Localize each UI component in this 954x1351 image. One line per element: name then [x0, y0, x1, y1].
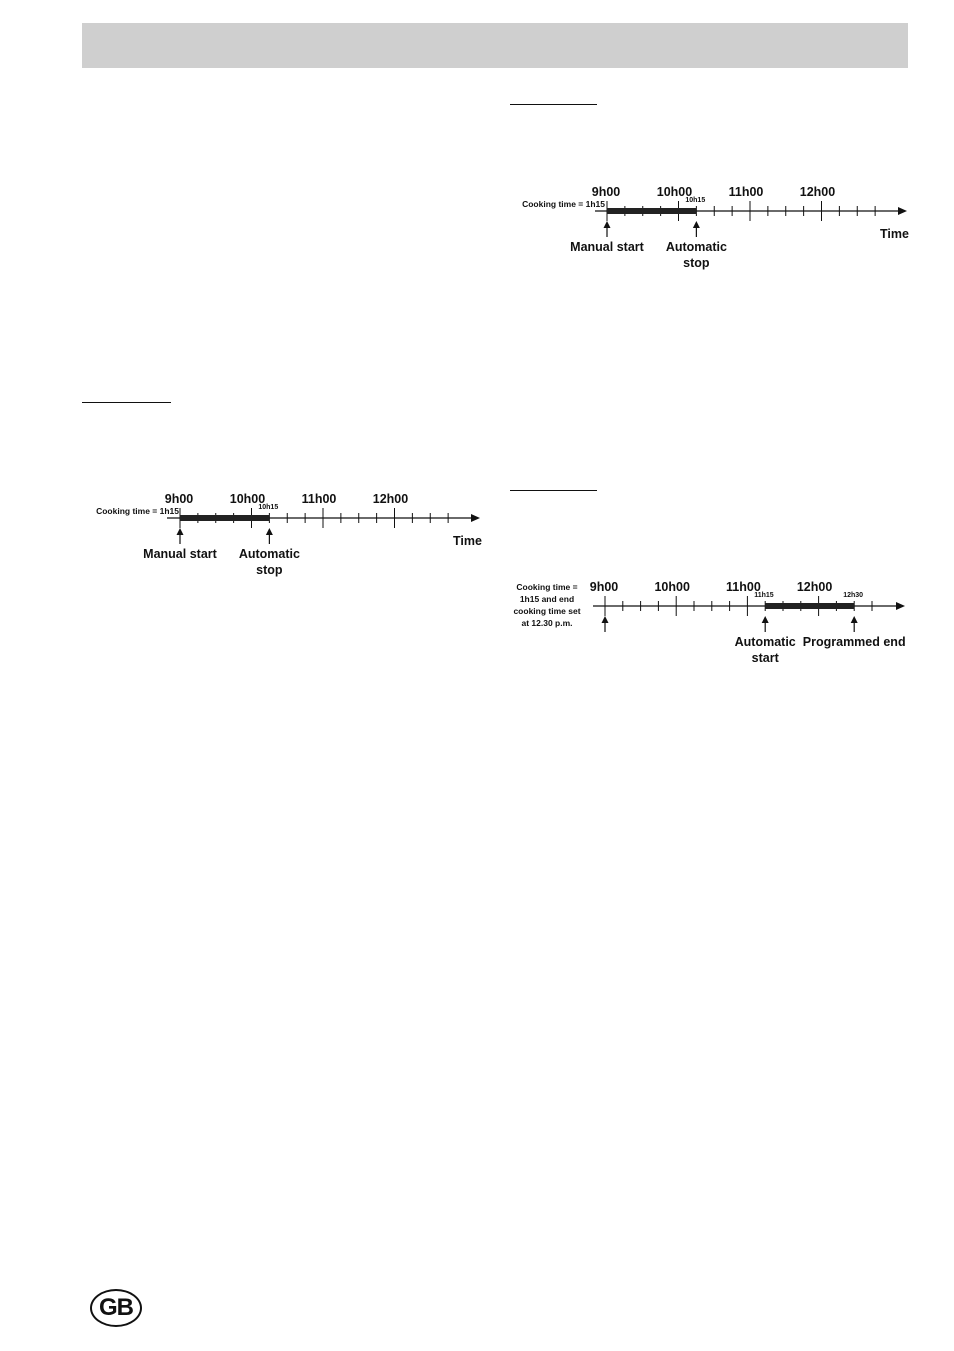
bar-start-time-label: 11h15 [754, 592, 774, 599]
hour-label: 10h00 [229, 492, 266, 506]
hour-label: 10h00 [656, 185, 693, 199]
cooking-time-note: 1h15 and end [519, 594, 575, 604]
hour-label: 11h00 [728, 185, 764, 199]
event-arrowhead [762, 616, 769, 623]
hour-label: 11h00 [726, 580, 761, 594]
event-label: stop [683, 256, 710, 270]
hour-label: 12h00 [796, 580, 833, 594]
cooking-time-note: Cooking time = [516, 582, 578, 592]
hour-label: 9h00 [589, 580, 619, 594]
hour-label: 10h00 [654, 580, 690, 594]
event-arrowhead [602, 616, 609, 623]
axis-title: Time [880, 227, 909, 241]
event-label: Automatic [238, 547, 300, 561]
event-label: Automatic [665, 240, 727, 254]
event-label: Manual start [570, 240, 644, 254]
event-label: Manual start [143, 547, 217, 561]
bar-end-time-label: 10h15 [258, 504, 279, 511]
hour-label: 9h00 [164, 492, 194, 506]
axis-arrowhead [896, 602, 905, 610]
cooking-time-note: cooking time set [513, 606, 581, 616]
event-label: Automatic [734, 635, 796, 649]
cooking-time-note: at 12.30 p.m. [521, 618, 573, 628]
hour-label: 12h00 [799, 185, 836, 199]
hour-label: 11h00 [301, 492, 337, 506]
cooking-time-note: Cooking time = 1h15 [522, 199, 605, 209]
cooking-duration-bar [765, 603, 854, 609]
bar-end-time-label: 10h15 [685, 197, 706, 204]
country-badge: GB [90, 1289, 142, 1327]
axis-title: Time [453, 534, 482, 548]
event-label: start [751, 651, 779, 665]
cooking-time-note: Cooking time = 1h15 [96, 506, 179, 516]
hour-label: 9h00 [591, 185, 621, 199]
bar-end-time-label: 12h30 [843, 592, 864, 599]
event-arrowhead [851, 616, 858, 623]
hour-label: 12h00 [372, 492, 409, 506]
event-label: Programmed end [802, 635, 906, 649]
event-label: stop [256, 563, 283, 577]
